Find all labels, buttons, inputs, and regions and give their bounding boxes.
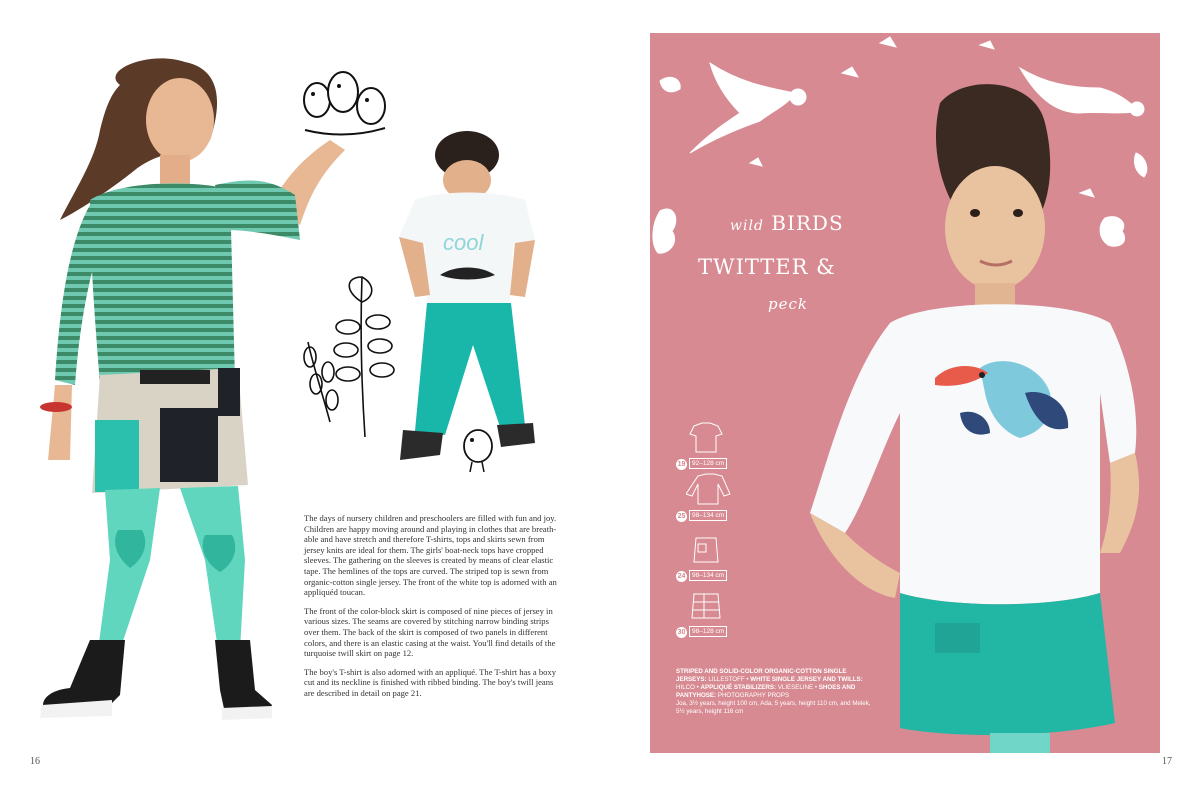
headline-line-3: peck	[768, 295, 808, 313]
credits-models-1: Joa, 3½ years, height 100 cm, Ada, 5 years, height 110 cm, and Melek,	[676, 700, 871, 707]
girl-toucan-top-photo	[750, 33, 1150, 753]
boy-cool-tshirt-photo	[385, 125, 555, 465]
credits-twill-value: HILCO •	[676, 684, 701, 691]
pattern-size-label: 98–134 cm	[689, 570, 727, 581]
skirt-sketch-icon	[686, 532, 726, 568]
birds-drawing-icon	[295, 70, 395, 150]
paragraph-skirt: The front of the color-block skirt is composed of nine pieces of jersey in various sizes. The seams are covered by stitching narrow binding strips over them. The back of the skirt is composed of two panels in different colors, and there is an elastic casing at the waist. You'll find details of the turquoise twill skirt on page 12.	[304, 605, 556, 659]
credits-line-1: STRIPED AND SOLID-COLOR ORGANIC-COTTON SINGLE	[676, 668, 847, 675]
leaves-drawing-icon	[300, 272, 410, 442]
credits-pantyhose-label: PANTYHOSE:	[676, 692, 717, 699]
colorblock-skirt-sketch-icon	[686, 588, 726, 624]
paragraph-boy-tshirt: The boy's T-shirt is also adorned with an appliqué. The T-shirt has a boxy cut and its neckline is finished with ribbed binding. The boy's twill jeans are described in detail on page 21.	[304, 666, 557, 698]
paragraph-tops: The days of nursery children and preschoolers are filled with fun and joy. Children are happy moving around and playing in clothes that are breath-able and have stretch and therefore T-shirts, tops and skirts sewn from jersey knits are ideal for them. The girls' boat-neck tops have cropped sleeves. The gathering on the sleeves is created by means of clear elastic tape. The hemlines of the tops are curved. The striped top is sewn from organic-cotton single jersey. The front of the white top is adorned with an appliquéd toucan.	[304, 513, 557, 598]
credits-shoes-label: SHOES AND	[818, 684, 856, 691]
pattern-number-badge: 19	[677, 461, 686, 468]
pattern-size-label: 98–134 cm	[689, 510, 727, 521]
credits-twill-label: WHITE SINGLE JERSEY AND TWILLS:	[750, 676, 863, 683]
pattern-item	[676, 472, 736, 522]
small-bird-drawing-icon	[458, 424, 498, 474]
credits-stabilizers-value: VLIESELINE •	[776, 684, 819, 691]
pattern-item	[676, 532, 736, 582]
pink-photo-panel	[650, 33, 1160, 753]
page-number-left: 16	[30, 756, 40, 767]
credits-models-2: 5½ years, height 116 cm	[676, 708, 744, 715]
page-number-right: 17	[1162, 756, 1172, 767]
article-body-text	[304, 513, 566, 707]
pattern-item	[676, 420, 736, 470]
tshirt-sketch-icon	[686, 420, 726, 456]
pattern-number-badge: 25	[677, 513, 686, 520]
headline-line-2: TWITTER &	[698, 255, 836, 279]
pattern-size-label: 92–128 cm	[689, 458, 727, 469]
pattern-number-badge: 24	[677, 573, 686, 580]
materials-credits	[676, 668, 876, 716]
pattern-size-label: 98–128 cm	[689, 626, 727, 637]
credits-stabilizers-label: APPLIQUÉ STABILIZERS:	[700, 684, 777, 691]
credits-jerseys-value: LILLESTOFF •	[706, 676, 751, 683]
headline-birds: BIRDS	[771, 211, 844, 235]
top-sketch-icon	[686, 472, 732, 508]
tshirt-cool-text: cool	[443, 230, 484, 255]
pattern-item	[676, 588, 736, 638]
credits-jerseys-label: JERSEYS:	[676, 676, 707, 683]
headline-wild: wild	[730, 218, 764, 234]
credits-pantyhose-value: PHOTOGRAPHY PROPS	[716, 692, 790, 699]
pattern-number-badge: 30	[677, 629, 686, 636]
